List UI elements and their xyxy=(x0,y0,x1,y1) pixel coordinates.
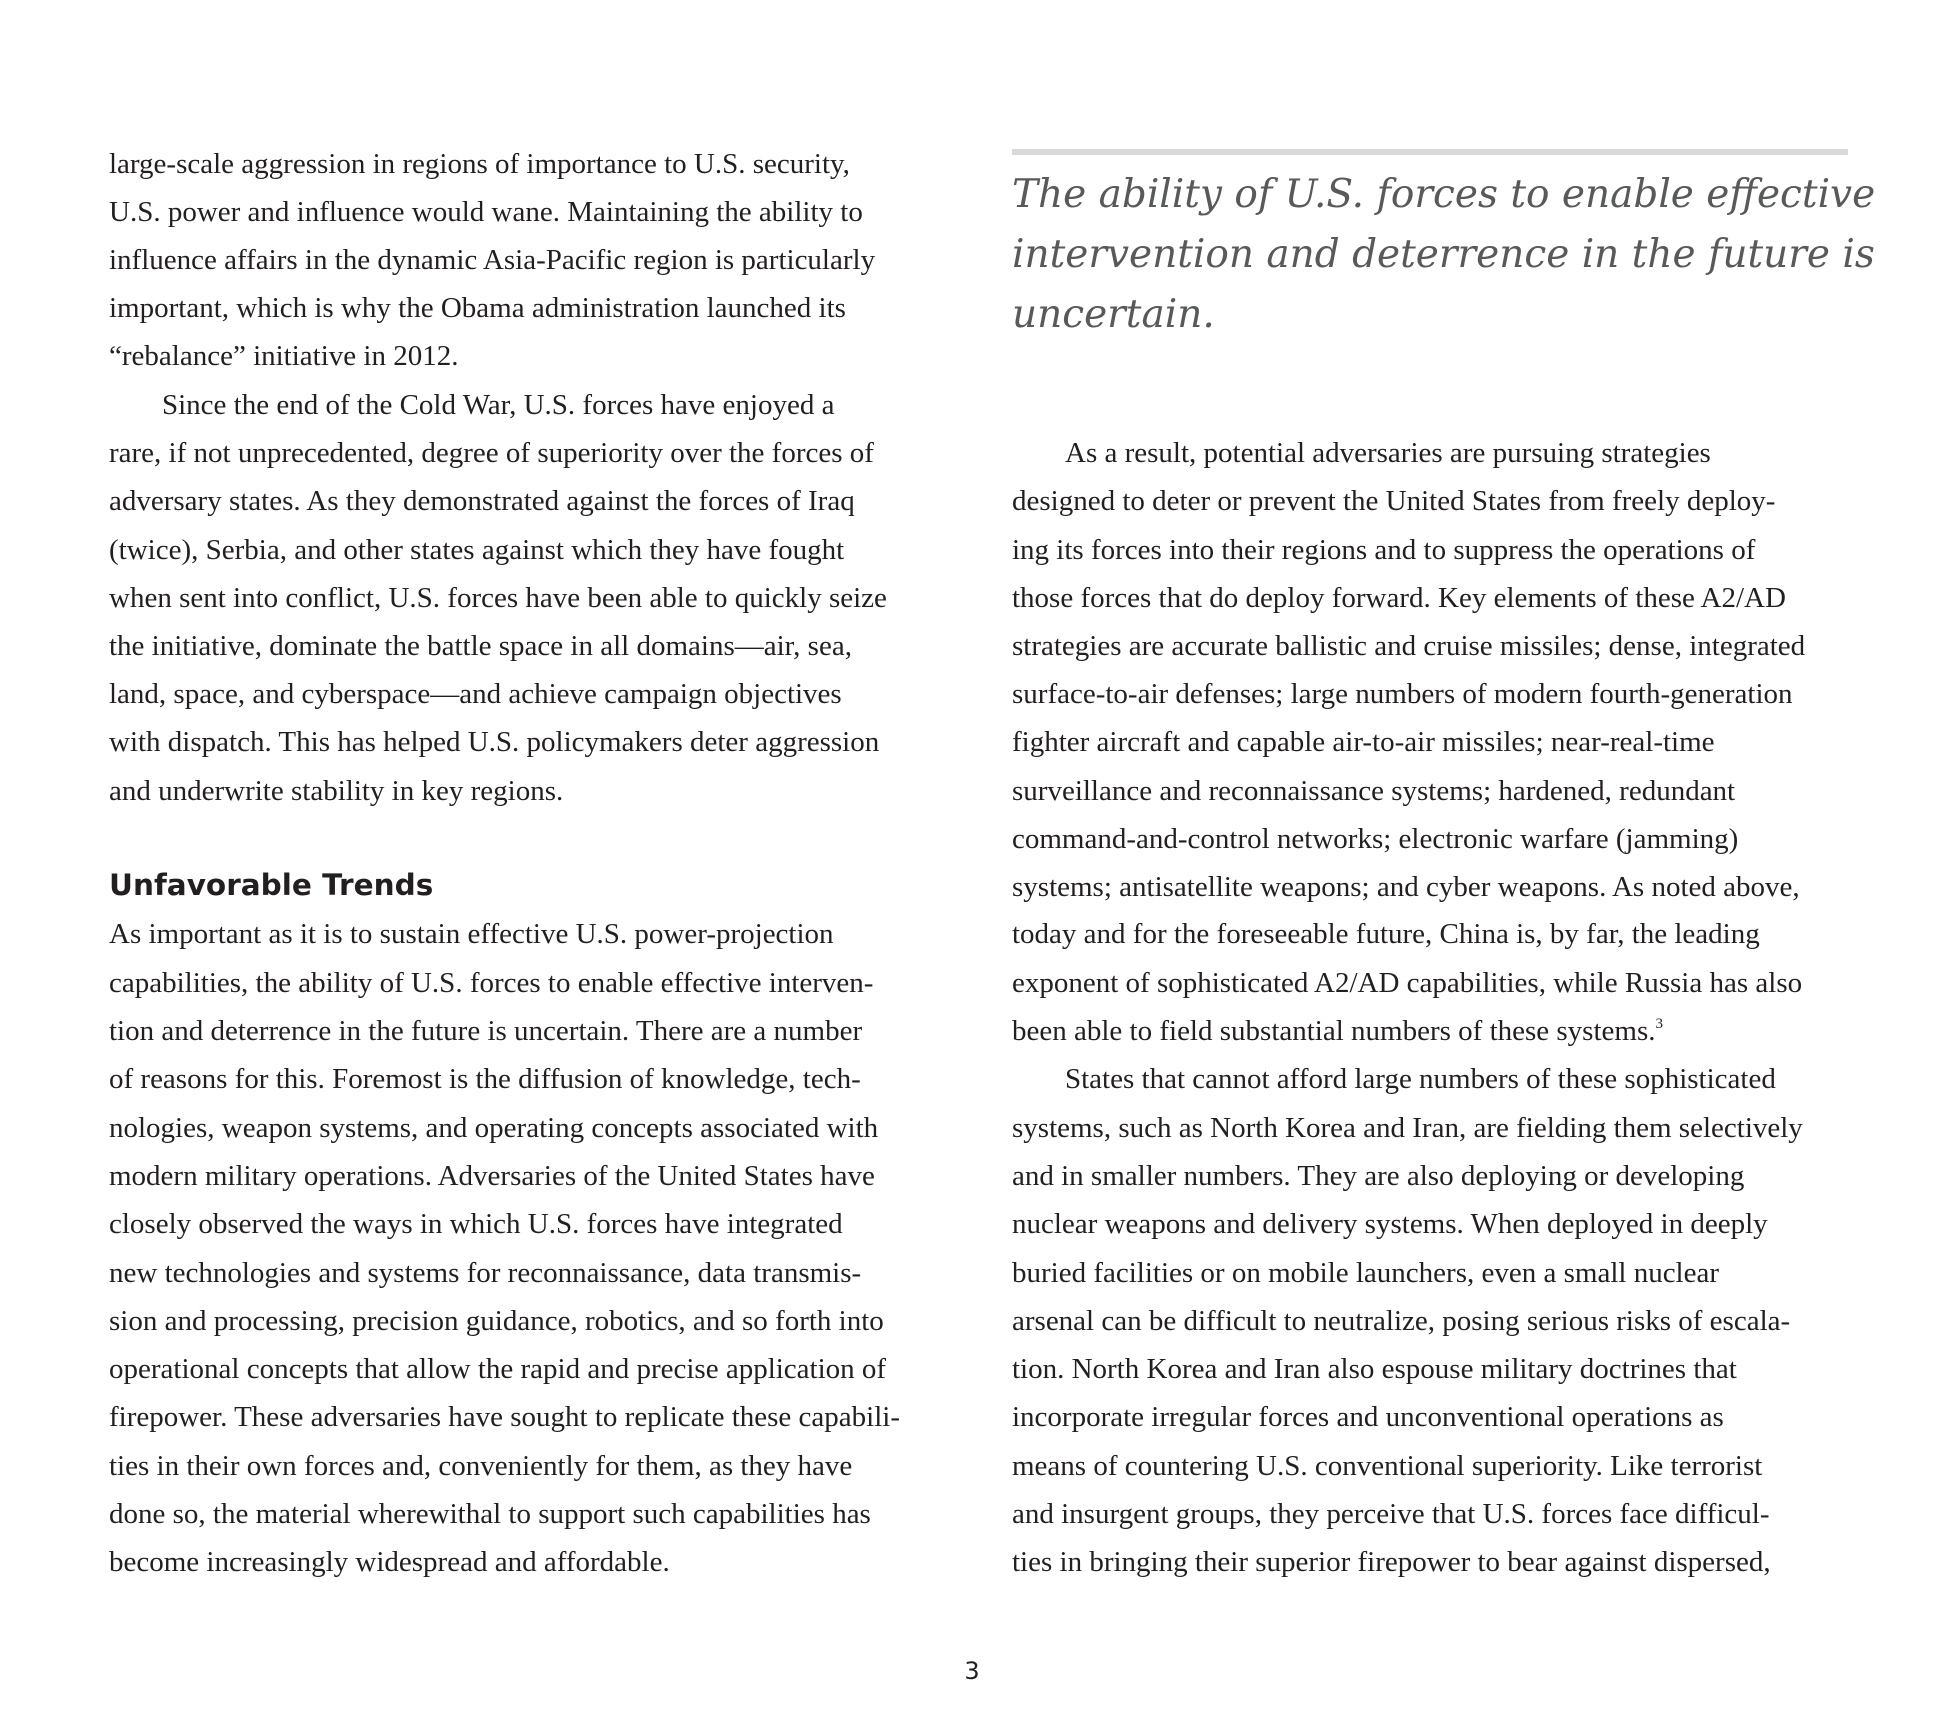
text-line: with dispatch. This has helped U.S. policymakers deter aggression xyxy=(109,726,880,758)
text-line: exponent of sophisticated A2/AD capabilities, while Russia has also xyxy=(1012,967,1803,999)
text-line: and underwrite stability in key regions. xyxy=(109,775,564,807)
text-line: “rebalance” initiative in 2012. xyxy=(109,340,459,372)
text-line: modern military operations. Adversaries of the United States have xyxy=(109,1160,875,1192)
text-line: capabilities, the ability of U.S. forces to enable effective interven- xyxy=(109,967,874,999)
text-line: tion and deterrence in the future is uncertain. There are a number xyxy=(109,1015,863,1047)
text-line: ing its forces into their regions and to suppress the operations of xyxy=(1012,534,1756,566)
text-line: tion. North Korea and Iran also espouse military doctrines that xyxy=(1012,1353,1737,1385)
pull-quote-rule xyxy=(1012,149,1848,155)
text-line: rare, if not unprecedented, degree of superiority over the forces of xyxy=(109,437,874,469)
text-line: surveillance and reconnaissance systems; hardened, redundant xyxy=(1012,775,1736,807)
text-line: firepower. These adversaries have sought to replicate these capabili- xyxy=(109,1401,901,1433)
text-line: means of countering U.S. conventional superiority. Like terrorist xyxy=(1012,1450,1763,1482)
text-line: fighter aircraft and capable air-to-air missiles; near-real-time xyxy=(1012,726,1715,758)
text-line: surface-to-air defenses; large numbers of modern fourth-generation xyxy=(1012,678,1793,710)
text-line: designed to deter or prevent the United States from freely deploy- xyxy=(1012,485,1776,517)
text-line: (twice), Serbia, and other states against which they have fought xyxy=(109,534,845,566)
text-line: ties in their own forces and, conveniently for them, as they have xyxy=(109,1450,853,1482)
text-line: and in smaller numbers. They are also deploying or developing xyxy=(1012,1160,1745,1192)
text-line: done so, the material wherewithal to support such capabilities has xyxy=(109,1498,871,1530)
section-heading: Unfavorable Trends xyxy=(109,868,434,902)
text-line: incorporate irregular forces and unconventional operations as xyxy=(1012,1401,1724,1433)
text-line: command-and-control networks; electronic warfare (jamming) xyxy=(1012,823,1739,855)
text-line: adversary states. As they demonstrated against the forces of Iraq xyxy=(109,485,855,517)
text-line: systems; antisatellite weapons; and cyber weapons. As noted above, xyxy=(1012,871,1800,903)
text-line: become increasingly widespread and affordable. xyxy=(109,1546,670,1578)
text-line: land, space, and cyberspace—and achieve campaign objectives xyxy=(109,678,842,710)
text-line xyxy=(1012,1007,1663,1055)
text-line: those forces that do deploy forward. Key elements of these A2/AD xyxy=(1012,582,1786,614)
text-line: strategies are accurate ballistic and cruise missiles; dense, integrated xyxy=(1012,630,1806,662)
text-line: of reasons for this. Foremost is the diffusion of knowledge, tech- xyxy=(109,1063,861,1095)
text-line: nuclear weapons and delivery systems. When deployed in deeply xyxy=(1012,1208,1768,1240)
text-line: when sent into conflict, U.S. forces have been able to quickly seize xyxy=(109,582,887,614)
text-span: been able to field substantial numbers of these systems. xyxy=(1012,1015,1656,1047)
pull-quote-line: uncertain. xyxy=(1012,292,1215,337)
text-line: buried facilities or on mobile launchers, even a small nuclear xyxy=(1012,1257,1720,1289)
text-line: U.S. power and influence would wane. Maintaining the ability to xyxy=(109,196,863,228)
text-line: States that cannot afford large numbers of these sophisticated xyxy=(1065,1063,1776,1095)
text-line: large-scale aggression in regions of importance to U.S. security, xyxy=(109,148,850,180)
pull-quote-line: The ability of U.S. forces to enable effective xyxy=(1012,172,1876,217)
text-line: today and for the foreseeable future, China is, by far, the leading xyxy=(1012,918,1760,950)
text-line: the initiative, dominate the battle space in all domains—air, sea, xyxy=(109,630,852,662)
text-line: sion and processing, precision guidance, robotics, and so forth into xyxy=(109,1305,884,1337)
text-line: arsenal can be difficult to neutralize, posing serious risks of escala- xyxy=(1012,1305,1791,1337)
page-number: 3 xyxy=(964,1657,980,1685)
text-line: and insurgent groups, they perceive that U.S. forces face difficul- xyxy=(1012,1498,1770,1530)
text-line: As a result, potential adversaries are pursuing strategies xyxy=(1065,437,1711,469)
text-line: closely observed the ways in which U.S. forces have integrated xyxy=(109,1208,843,1240)
footnote-ref[interactable]: 3 xyxy=(1655,1016,1663,1032)
text-line: important, which is why the Obama administration launched its xyxy=(109,292,846,324)
text-line: new technologies and systems for reconnaissance, data transmis- xyxy=(109,1257,862,1289)
pull-quote-line: intervention and deterrence in the future is xyxy=(1012,232,1875,277)
text-line: As important as it is to sustain effective U.S. power-projection xyxy=(109,918,834,950)
text-line: operational concepts that allow the rapid and precise application of xyxy=(109,1353,887,1385)
text-line: Since the end of the Cold War, U.S. forces have enjoyed a xyxy=(162,389,835,421)
text-line: nologies, weapon systems, and operating concepts associated with xyxy=(109,1112,879,1144)
text-line: ties in bringing their superior firepower to bear against dispersed, xyxy=(1012,1546,1771,1578)
text-line: influence affairs in the dynamic Asia-Pacific region is particularly xyxy=(109,244,876,276)
text-line: systems, such as North Korea and Iran, are fielding them selectively xyxy=(1012,1112,1803,1144)
